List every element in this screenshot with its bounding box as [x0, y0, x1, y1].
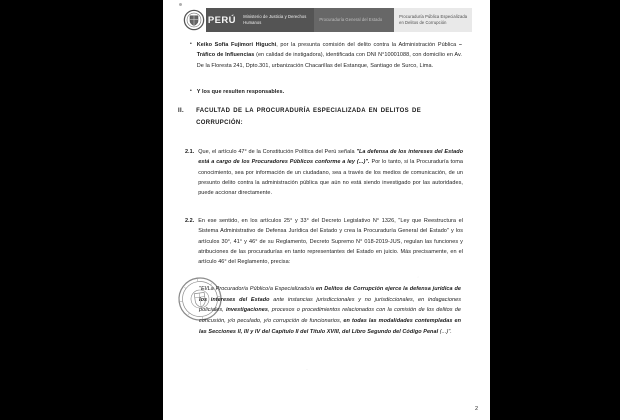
bullet-item-others: [190, 87, 462, 97]
quote-italic-2: , procesos o procedimientos relacionados con la comisión de los delitos de concusión, y/o peculado, y/o corrupción de funcionarios,: [199, 307, 461, 325]
letterhead-middle-block: Procuraduría General del Estado: [314, 8, 394, 32]
paragraph-2-2: [185, 216, 463, 268]
bullet-text: [197, 40, 462, 71]
bullet-marker: •: [190, 41, 192, 47]
page-number: 2: [474, 406, 478, 412]
peru-coat-of-arms-icon: [182, 8, 206, 32]
bullet-item-accused: [190, 40, 462, 71]
quote-bold-3: en todas las modalidades contempladas en las Secciones II, III y IV del Capítulo II del Título XVIII, del Libro Segundo del Código Penal: [199, 318, 461, 335]
quote-bold-2: investigaciones: [225, 307, 268, 314]
paragraph-2-1: [185, 147, 463, 199]
quote-bold-1: en Delitos de Corrupción ejerce la defensa jurídica de los intereses del Estado: [199, 286, 461, 303]
paragraph-tail: Por lo tanto, si la Procuraduría toma conocimiento, sea por información de un ciudadano, sea a través de los medios de comunicación, de un presunto delito contra la administración pública que aún no está siendo investigado por las autoridades, puede accionar directamente.: [198, 159, 463, 197]
letterhead-country: PERÚ: [206, 8, 239, 32]
paragraph-number: 2.1.: [185, 149, 195, 155]
quote-italic-1: ante instancias jurisdiccionales y no jurisdiccionales, en indagaciones policiales,: [199, 296, 461, 314]
letterhead: [182, 8, 472, 32]
letterhead-right-block: Procuraduría Pública Especializada en Delitos de Corrupción: [394, 8, 472, 32]
quote-open: "El/La Procurador/a Público/a Especializado/a: [199, 286, 316, 292]
paragraph-lead: Que, el artículo 47° de la Constitución Política del Perú señala: [198, 149, 357, 155]
accused-text-a: , por la presunta comisión del delito contra la Administración Pública: [276, 42, 459, 48]
constitution-quote: "La defensa de los intereses del Estado está a cargo de los Procuradores Públicos conforme a ley (...)".: [198, 149, 464, 166]
page-content: [163, 0, 490, 420]
letterhead-ministry: Ministerio de Justicia y Derechos Humanos: [238, 8, 314, 32]
paragraph-text: [198, 147, 463, 199]
margin-speck: [179, 3, 182, 6]
section-number: II.: [178, 108, 185, 114]
others-responsible-text: Y los que resulten responsables.: [196, 89, 285, 95]
accused-text-b: (en calidad de instigadora), identificada con DNI N°10001088, con domicilio en Av. De la Floresta 241, Dpto.301, urbanización Chacarillas del Estanque, Santiago de Surco, Lima.: [196, 52, 462, 69]
regulation-quote: [199, 284, 461, 338]
scanned-document-page: [163, 0, 490, 420]
bullet-marker: •: [190, 88, 192, 94]
paragraph-number: 2.2.: [185, 218, 195, 224]
paragraph-text: En ese sentido, en los artículos 25° y 33° del Decreto Legislativo N° 1326, "Ley que Reestructura el Sistema Administrativo de Defensa Jurídica del Estado y crea la Procuraduría General del Estado" y los artículos 30°, 41° y 46° de su Reglamento, Decreto Supremo N° 018-2019-JUS, regulan las funciones y atribuciones de las procuradurías en tanto representantes del Estado en juicio. Más precisamente, en el artículo 46° del Reglamento, precisa:: [198, 218, 463, 266]
section-title: FACULTAD DE LA PROCURADURÍA ESPECIALIZADA EN DELITOS DE CORRUPCIÓN:: [196, 108, 422, 126]
quote-close: (...)".: [438, 328, 452, 335]
accused-crime: –Tráfico de Influencias: [196, 42, 462, 59]
bullet-text: [197, 87, 284, 97]
accused-name: Keiko Sofía Fujimori Higuchi: [196, 42, 277, 48]
section-heading: [178, 106, 463, 129]
